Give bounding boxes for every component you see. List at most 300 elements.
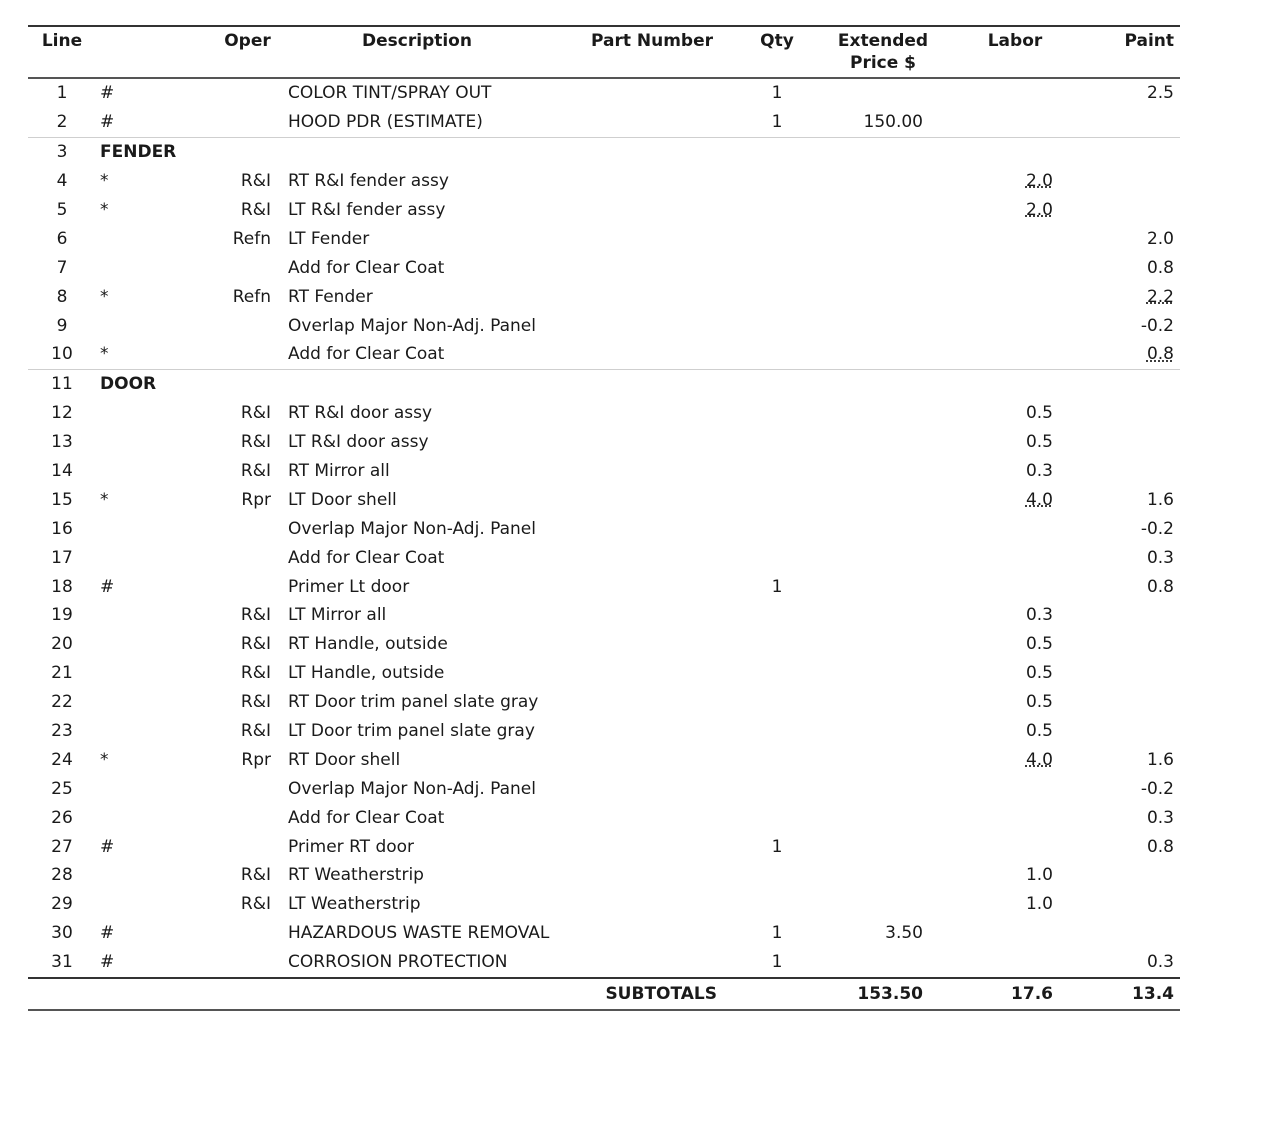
description: RT Handle, outside	[288, 634, 448, 655]
labor-hours	[951, 774, 1069, 803]
labor-hours	[951, 340, 1069, 369]
extended-price	[805, 514, 951, 543]
line-number: 14	[51, 461, 73, 482]
quantity	[749, 514, 805, 543]
col-header-extended-price	[805, 26, 951, 78]
description: RT Door trim panel slate gray	[288, 692, 539, 713]
labor-hours	[951, 78, 1069, 108]
table-row	[28, 196, 1180, 225]
line-number: 18	[51, 576, 73, 597]
table-row	[28, 282, 1180, 311]
section-row	[28, 137, 1180, 166]
description: Primer RT door	[288, 836, 415, 857]
quantity	[749, 688, 805, 717]
line-number: 23	[51, 721, 73, 742]
paint-hours: 0.8	[1146, 836, 1174, 857]
line-marker: #	[100, 112, 115, 133]
table-row	[28, 948, 1180, 978]
extended-price	[805, 890, 951, 919]
line-number: 20	[51, 634, 73, 655]
paint-hours	[1069, 919, 1180, 948]
description: RT Mirror all	[288, 461, 390, 482]
paint-hours	[1069, 630, 1180, 659]
subtotal-row	[28, 978, 1180, 1010]
extended-price	[805, 659, 951, 688]
col-header-line: Line	[28, 26, 96, 78]
line-marker	[96, 399, 196, 428]
line-marker	[96, 457, 196, 486]
labor-hours: 0.5	[1025, 663, 1053, 684]
quantity: 1	[771, 83, 783, 104]
table-row	[28, 224, 1180, 253]
line-number: 3	[28, 137, 96, 166]
extended-price	[805, 340, 951, 369]
paint-hours: 0.8	[1146, 257, 1174, 278]
line-marker	[96, 311, 196, 340]
description: Overlap Major Non-Adj. Panel	[288, 315, 536, 336]
paint-hours: 0.8	[1146, 576, 1174, 597]
table-row	[28, 601, 1180, 630]
quantity	[749, 224, 805, 253]
labor-hours-value: 2.0	[1025, 171, 1053, 192]
extended-price	[805, 948, 951, 978]
paint-hours	[1069, 340, 1180, 369]
paint-hours: -0.2	[1140, 315, 1174, 336]
extended-price: 3.50	[885, 923, 923, 944]
quantity	[749, 399, 805, 428]
description: RT Fender	[288, 286, 373, 307]
part-number	[555, 485, 749, 514]
operation	[196, 572, 279, 601]
operation: R&I	[240, 865, 271, 886]
description: Add for Clear Coat	[288, 257, 445, 278]
operation	[196, 919, 279, 948]
paint-hours	[1069, 688, 1180, 717]
extended-price	[805, 224, 951, 253]
extended-price	[805, 803, 951, 832]
part-number	[555, 832, 749, 861]
line-marker	[96, 601, 196, 630]
quantity	[749, 745, 805, 774]
extended-price	[805, 428, 951, 457]
line-number: 10	[51, 344, 73, 365]
extended-price	[805, 832, 951, 861]
line-marker	[96, 253, 196, 282]
operation	[196, 774, 279, 803]
labor-hours: 1.0	[1025, 894, 1053, 915]
operation	[196, 803, 279, 832]
table-row	[28, 253, 1180, 282]
line-marker	[96, 688, 196, 717]
extended-price	[805, 688, 951, 717]
operation	[196, 832, 279, 861]
operation: R&I	[240, 605, 271, 626]
line-number: 29	[51, 894, 73, 915]
line-marker	[96, 659, 196, 688]
extended-price	[805, 78, 951, 108]
operation: R&I	[240, 200, 271, 220]
line-number: 27	[51, 836, 73, 857]
line-number: 11	[28, 369, 96, 398]
quantity	[749, 428, 805, 457]
part-number	[555, 543, 749, 572]
quantity	[749, 543, 805, 572]
section-heading: DOOR	[96, 369, 1180, 398]
labor-hours: 0.5	[1025, 721, 1053, 742]
paint-hours	[1069, 601, 1180, 630]
part-number	[555, 745, 749, 774]
quantity: 1	[771, 112, 783, 133]
part-number	[555, 253, 749, 282]
extended-price	[805, 572, 951, 601]
quantity: 1	[771, 952, 783, 973]
operation: Rpr	[241, 489, 271, 510]
table-row	[28, 572, 1180, 601]
operation: R&I	[240, 663, 271, 684]
extended-price	[805, 774, 951, 803]
labor-hours: 1.0	[1025, 865, 1053, 886]
labor-hours: 0.3	[1025, 461, 1053, 482]
description: LT Mirror all	[288, 605, 387, 626]
paint-hours	[1069, 717, 1180, 746]
table-row	[28, 745, 1180, 774]
description: RT R&I door assy	[288, 403, 433, 424]
part-number	[555, 311, 749, 340]
labor-hours	[951, 832, 1069, 861]
labor-hours	[951, 543, 1069, 572]
line-number: 6	[56, 228, 68, 249]
description: LT Weatherstrip	[288, 894, 421, 915]
description: LT Door shell	[288, 489, 397, 510]
operation	[196, 311, 279, 340]
description: Primer Lt door	[288, 576, 410, 597]
operation	[196, 543, 279, 572]
part-number	[555, 688, 749, 717]
paint-hours-value: 2.2	[1146, 286, 1174, 307]
part-number	[555, 630, 749, 659]
part-number	[555, 457, 749, 486]
part-number	[555, 399, 749, 428]
labor-hours	[951, 196, 1069, 225]
operation: R&I	[240, 171, 271, 192]
table-row	[28, 428, 1180, 457]
line-marker: *	[100, 200, 109, 220]
operation	[196, 108, 279, 137]
line-marker	[96, 543, 196, 572]
operation	[196, 514, 279, 543]
operation: R&I	[240, 692, 271, 713]
col-header-labor: Labor	[951, 26, 1069, 78]
description: Add for Clear Coat	[288, 807, 445, 828]
part-number	[555, 717, 749, 746]
line-marker	[96, 803, 196, 832]
labor-hours	[951, 948, 1069, 978]
part-number	[555, 803, 749, 832]
quantity: 1	[771, 576, 783, 597]
line-number: 5	[56, 200, 68, 220]
part-number	[555, 514, 749, 543]
line-number: 4	[56, 171, 68, 192]
description: HAZARDOUS WASTE REMOVAL	[288, 923, 550, 944]
extended-price	[805, 745, 951, 774]
paint-hours: 1.6	[1146, 489, 1174, 510]
quantity	[749, 196, 805, 225]
quantity	[749, 457, 805, 486]
part-number	[555, 196, 749, 225]
labor-hours	[951, 108, 1069, 137]
table-row	[28, 167, 1180, 196]
section-heading: FENDER	[96, 137, 1180, 166]
operation: Refn	[232, 228, 271, 249]
paint-hours	[1069, 282, 1180, 311]
labor-hours: 0.5	[1025, 403, 1053, 424]
quantity	[749, 253, 805, 282]
labor-hours	[951, 282, 1069, 311]
extended-price	[805, 717, 951, 746]
col-header-oper: Oper	[196, 26, 279, 78]
labor-hours	[951, 745, 1069, 774]
operation	[196, 948, 279, 978]
description: LT Handle, outside	[288, 663, 445, 684]
table-row	[28, 659, 1180, 688]
operation: Rpr	[241, 749, 271, 770]
line-marker: #	[100, 576, 115, 597]
table-row	[28, 832, 1180, 861]
table-row	[28, 457, 1180, 486]
extended-price	[805, 399, 951, 428]
labor-hours	[951, 253, 1069, 282]
table-row	[28, 919, 1180, 948]
description: LT R&I door assy	[288, 432, 429, 453]
line-number: 1	[56, 83, 68, 104]
estimate-body	[28, 78, 1180, 978]
labor-hours-value: 4.0	[1025, 489, 1053, 510]
extended-price	[805, 253, 951, 282]
paint-hours	[1069, 108, 1180, 137]
extended-price	[805, 630, 951, 659]
extended-price	[805, 601, 951, 630]
paint-hours	[1069, 659, 1180, 688]
paint-hours: 2.5	[1146, 83, 1174, 104]
extended-price	[805, 311, 951, 340]
part-number	[555, 948, 749, 978]
line-number: 19	[51, 605, 73, 626]
line-marker: *	[100, 489, 109, 510]
labor-hours	[951, 919, 1069, 948]
quantity: 1	[771, 836, 783, 857]
extended-price: 150.00	[863, 112, 923, 133]
extended-price	[805, 861, 951, 890]
col-header-extended-line2: Price $	[849, 53, 917, 73]
line-marker	[96, 224, 196, 253]
col-header-part-number: Part Number	[555, 26, 749, 78]
paint-hours-value: 0.8	[1146, 344, 1174, 365]
labor-hours	[951, 572, 1069, 601]
quantity	[749, 167, 805, 196]
description: RT Weatherstrip	[288, 865, 424, 886]
line-number: 13	[51, 432, 73, 453]
description: Overlap Major Non-Adj. Panel	[288, 778, 536, 799]
operation	[196, 78, 279, 108]
paint-hours: 0.3	[1146, 547, 1174, 568]
description: Add for Clear Coat	[288, 344, 445, 365]
part-number	[555, 572, 749, 601]
extended-price	[805, 282, 951, 311]
table-row	[28, 514, 1180, 543]
line-marker	[96, 428, 196, 457]
line-number: 16	[51, 518, 73, 539]
part-number	[555, 774, 749, 803]
operation	[196, 253, 279, 282]
line-marker: #	[100, 923, 115, 944]
line-number: 24	[51, 749, 73, 770]
part-number	[555, 919, 749, 948]
line-number: 25	[51, 778, 73, 799]
line-marker	[96, 890, 196, 919]
extended-price	[805, 457, 951, 486]
table-row	[28, 774, 1180, 803]
labor-hours	[951, 311, 1069, 340]
table-row	[28, 485, 1180, 514]
paint-hours	[1069, 167, 1180, 196]
paint-hours	[1069, 196, 1180, 225]
quantity: 1	[771, 923, 783, 944]
table-row	[28, 543, 1180, 572]
line-marker: #	[100, 836, 115, 857]
paint-hours	[1069, 399, 1180, 428]
quantity	[749, 774, 805, 803]
subtotal-paint: 13.4	[1069, 978, 1180, 1010]
subtotal-qty	[749, 978, 805, 1010]
paint-hours: 2.0	[1146, 228, 1174, 249]
quantity	[749, 485, 805, 514]
part-number	[555, 340, 749, 369]
line-number: 22	[51, 692, 73, 713]
line-marker	[96, 774, 196, 803]
table-row	[28, 311, 1180, 340]
quantity	[749, 717, 805, 746]
estimate-sheet	[28, 25, 1180, 1011]
line-marker: *	[100, 171, 109, 192]
col-header-extended-line1: Extended	[837, 31, 929, 51]
col-header-qty: Qty	[749, 26, 805, 78]
labor-hours: 0.3	[1025, 605, 1053, 626]
line-number: 30	[51, 923, 73, 944]
table-row	[28, 803, 1180, 832]
line-marker	[96, 514, 196, 543]
operation	[196, 340, 279, 369]
part-number	[555, 224, 749, 253]
description: RT Door shell	[288, 749, 401, 770]
paint-hours: 0.3	[1146, 807, 1174, 828]
line-number: 9	[56, 315, 68, 336]
line-number: 26	[51, 807, 73, 828]
part-number	[555, 108, 749, 137]
paint-hours	[1069, 428, 1180, 457]
description: HOOD PDR (ESTIMATE)	[288, 112, 483, 133]
operation: R&I	[240, 721, 271, 742]
quantity	[749, 282, 805, 311]
line-number: 17	[51, 547, 73, 568]
line-number: 12	[51, 403, 73, 424]
subtotal-labor: 17.6	[951, 978, 1069, 1010]
col-header-description: Description	[279, 26, 555, 78]
line-number: 31	[51, 952, 73, 973]
part-number	[555, 282, 749, 311]
table-row	[28, 630, 1180, 659]
description: LT Door trim panel slate gray	[288, 721, 535, 742]
paint-hours: 1.6	[1146, 749, 1174, 770]
paint-hours	[1069, 890, 1180, 919]
part-number	[555, 428, 749, 457]
paint-hours: -0.2	[1140, 518, 1174, 539]
estimate-table	[28, 25, 1180, 1011]
table-row	[28, 78, 1180, 108]
table-row	[28, 861, 1180, 890]
labor-hours-value: 2.0	[1025, 200, 1053, 220]
part-number	[555, 167, 749, 196]
line-marker	[96, 861, 196, 890]
quantity	[749, 659, 805, 688]
operation: R&I	[240, 403, 271, 424]
description: CORROSION PROTECTION	[288, 952, 508, 973]
subtotal-extended: 153.50	[805, 978, 951, 1010]
line-marker: *	[100, 286, 109, 307]
operation: Refn	[232, 286, 271, 307]
labor-hours: 0.5	[1025, 432, 1053, 453]
col-header-mark	[96, 26, 196, 78]
description: COLOR TINT/SPRAY OUT	[288, 83, 492, 104]
table-row	[28, 890, 1180, 919]
description: RT R&I fender assy	[288, 171, 449, 192]
labor-hours	[951, 514, 1069, 543]
part-number	[555, 78, 749, 108]
quantity	[749, 861, 805, 890]
extended-price	[805, 543, 951, 572]
quantity	[749, 630, 805, 659]
part-number	[555, 659, 749, 688]
paint-hours	[1069, 861, 1180, 890]
labor-hours-value: 4.0	[1025, 749, 1053, 770]
part-number	[555, 601, 749, 630]
description: LT Fender	[288, 228, 370, 249]
description: LT R&I fender assy	[288, 200, 446, 220]
labor-hours	[951, 803, 1069, 832]
quantity	[749, 311, 805, 340]
quantity	[749, 803, 805, 832]
line-marker: *	[100, 749, 109, 770]
line-number: 15	[51, 489, 73, 510]
labor-hours: 0.5	[1025, 692, 1053, 713]
labor-hours	[951, 224, 1069, 253]
labor-hours	[951, 167, 1069, 196]
quantity	[749, 601, 805, 630]
operation: R&I	[240, 894, 271, 915]
operation: R&I	[240, 432, 271, 453]
table-row	[28, 340, 1180, 369]
line-number: 8	[56, 286, 68, 307]
description: Overlap Major Non-Adj. Panel	[288, 518, 536, 539]
line-number: 7	[56, 257, 68, 278]
extended-price	[805, 196, 951, 225]
line-marker	[96, 630, 196, 659]
line-number: 28	[51, 865, 73, 886]
subtotal-label: SUBTOTALS	[28, 978, 749, 1010]
quantity	[749, 890, 805, 919]
line-marker: #	[100, 952, 115, 973]
table-row	[28, 399, 1180, 428]
paint-hours: 0.3	[1146, 952, 1174, 973]
